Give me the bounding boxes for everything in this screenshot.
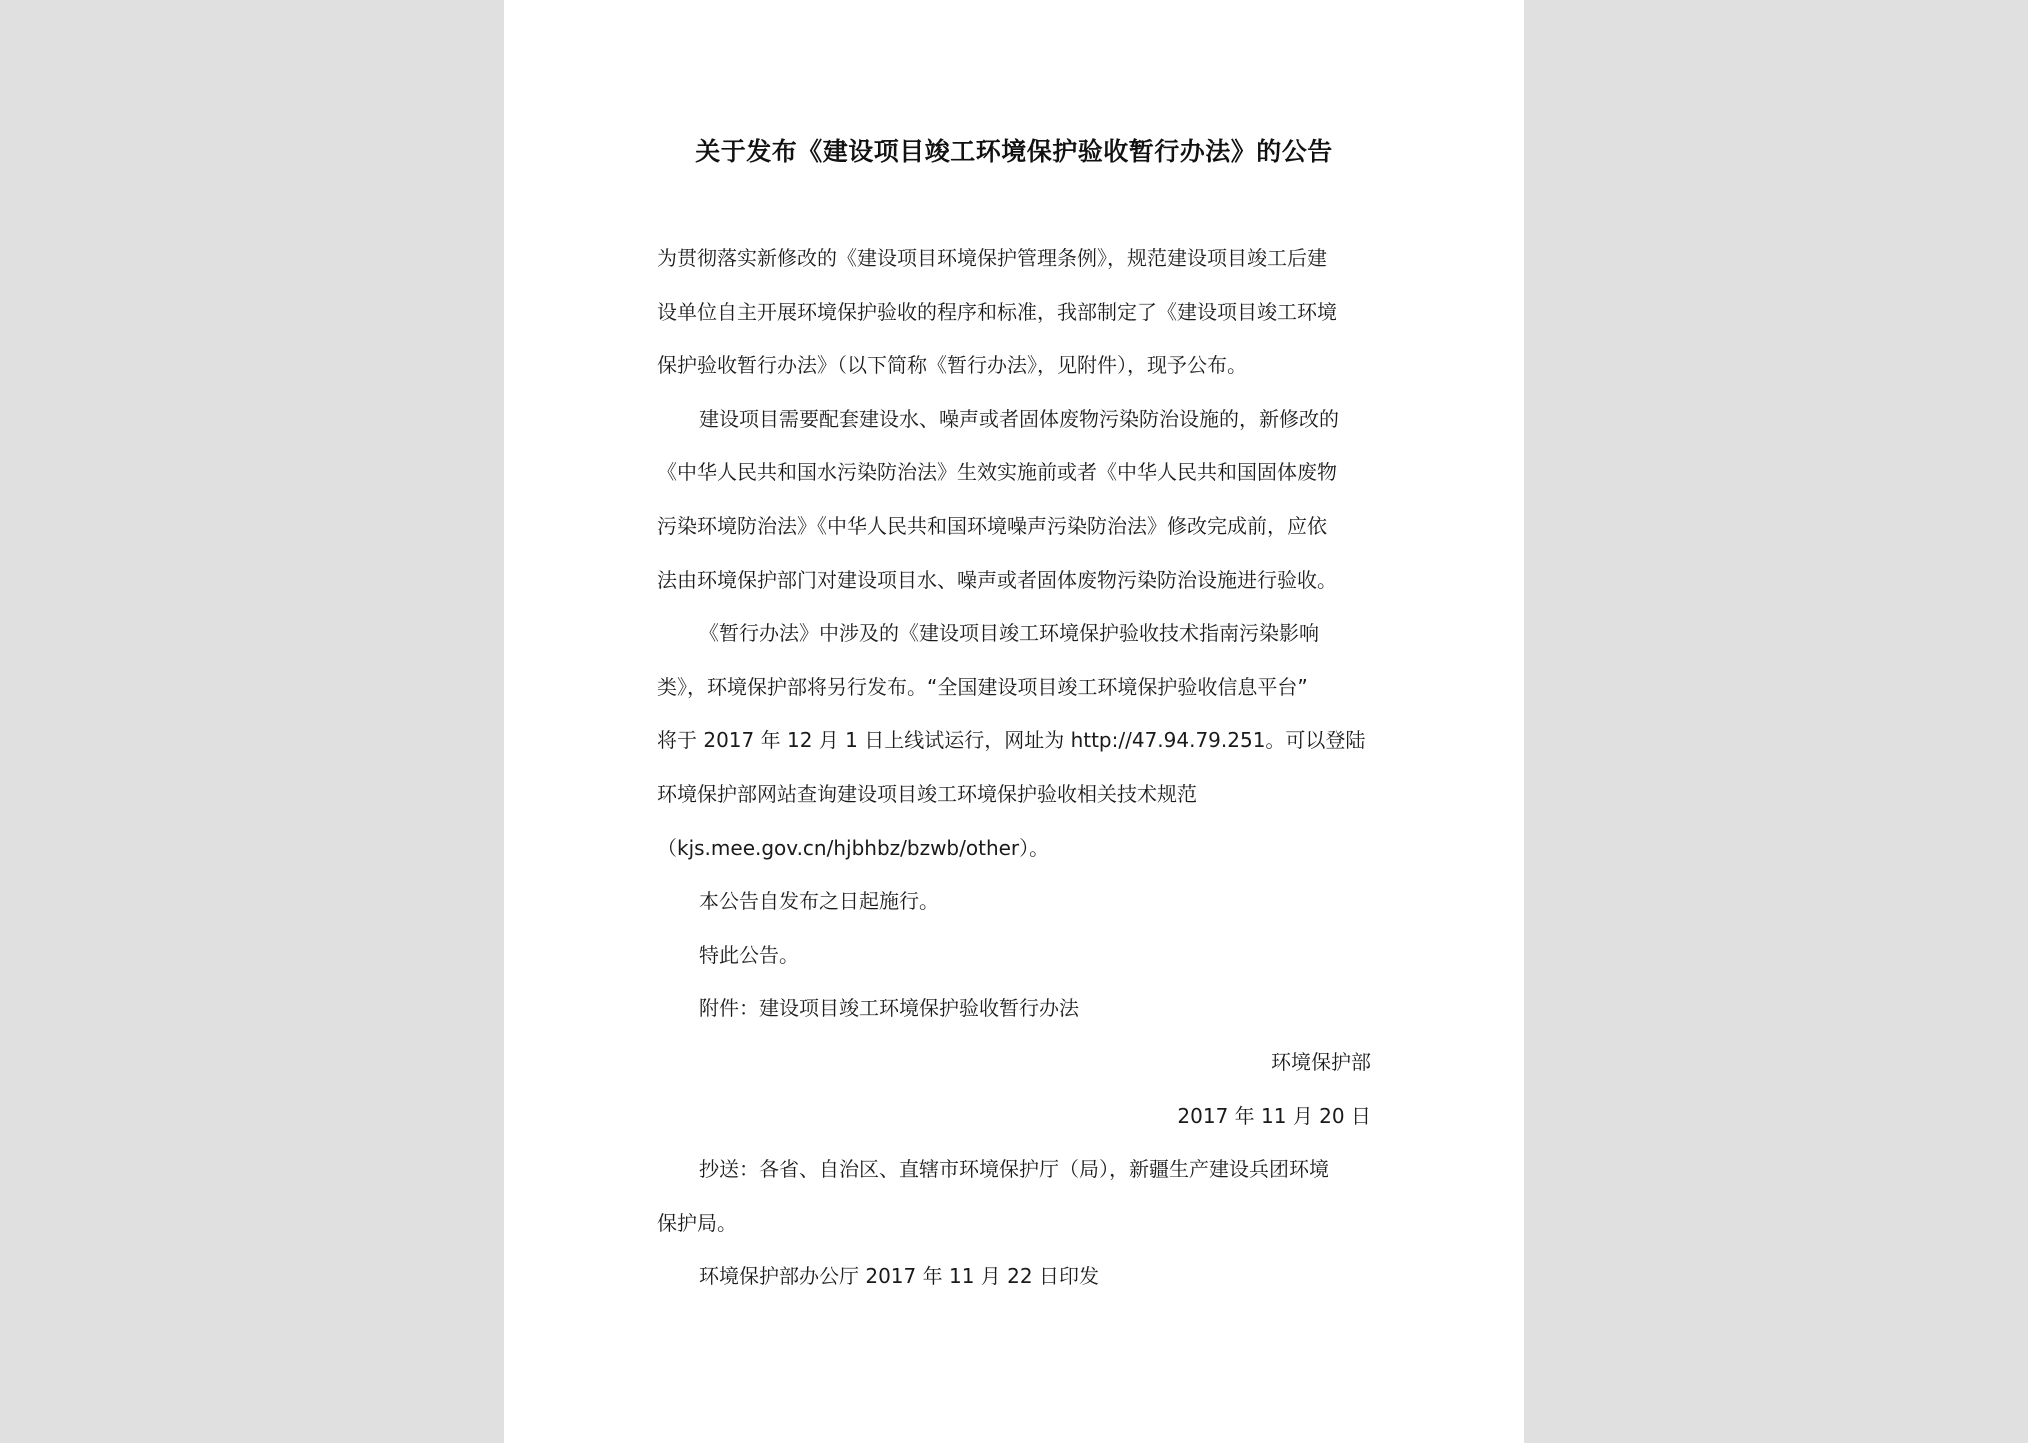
body-line: 保护验收暂行办法》（以下简称《暂行办法》，见附件），现予公布。 — [657, 353, 1247, 378]
body-line: 环境保护部网站查询建设项目竣工环境保护验收相关技术规范 — [657, 781, 1197, 806]
attachment-title: 建设项目竣工环境保护验收暂行办法 — [759, 996, 1079, 1021]
attachment-label: 附件： — [699, 996, 759, 1021]
signature-date: 2017 年 11 月 20 日 — [1177, 1103, 1371, 1128]
attachment-line — [657, 982, 1377, 1036]
document-body — [657, 232, 1377, 1304]
body-line: 法由环境保护部门对建设项目水、噪声或者固体废物污染防治设施进行验收。 — [657, 567, 1337, 592]
body-line: 《暂行办法》中涉及的《建设项目竣工环境保护验收技术指南污染影响 — [699, 621, 1319, 646]
print-note: 环境保护部办公厅 2017 年 11 月 22 日印发 — [699, 1264, 1099, 1289]
body-line: 设单位自主开展环境保护验收的程序和标准，我部制定了《建设项目竣工环境 — [657, 299, 1337, 324]
body-line: 建设项目需要配套建设水、噪声或者固体废物污染防治设施的，新修改的 — [699, 406, 1339, 431]
body-line: 类》，环境保护部将另行发布。“全国建设项目竣工环境保护验收信息平台” — [657, 674, 1308, 699]
body-line: 本公告自发布之日起施行。 — [699, 889, 939, 914]
body-line: 为贯彻落实新修改的《建设项目环境保护管理条例》，规范建设项目竣工后建 — [657, 246, 1327, 270]
body-line: 污染环境防治法》《中华人民共和国环境噪声污染防治法》修改完成前，应依 — [657, 513, 1327, 538]
body-line: （kjs.mee.gov.cn/hjbhbz/bzwb/other）。 — [657, 835, 1050, 860]
document-title: 关于发布《建设项目竣工环境保护验收暂行办法》的公告 — [695, 137, 1333, 166]
cc-line: 抄送：各省、自治区、直辖市环境保护厅（局），新疆生产建设兵团环境 — [699, 1157, 1329, 1182]
body-line: 《中华人民共和国水污染防治法》生效实施前或者《中华人民共和国固体废物 — [657, 460, 1337, 485]
cc-line: 保护局。 — [657, 1210, 737, 1235]
body-line: 将于 2017 年 12 月 1 日上线试运行，网址为 http://47.94.79.251。可以登陆 — [657, 728, 1366, 753]
document-page — [504, 0, 1524, 1443]
signature-org: 环境保护部 — [1271, 1049, 1371, 1074]
body-line: 特此公告。 — [699, 942, 799, 967]
